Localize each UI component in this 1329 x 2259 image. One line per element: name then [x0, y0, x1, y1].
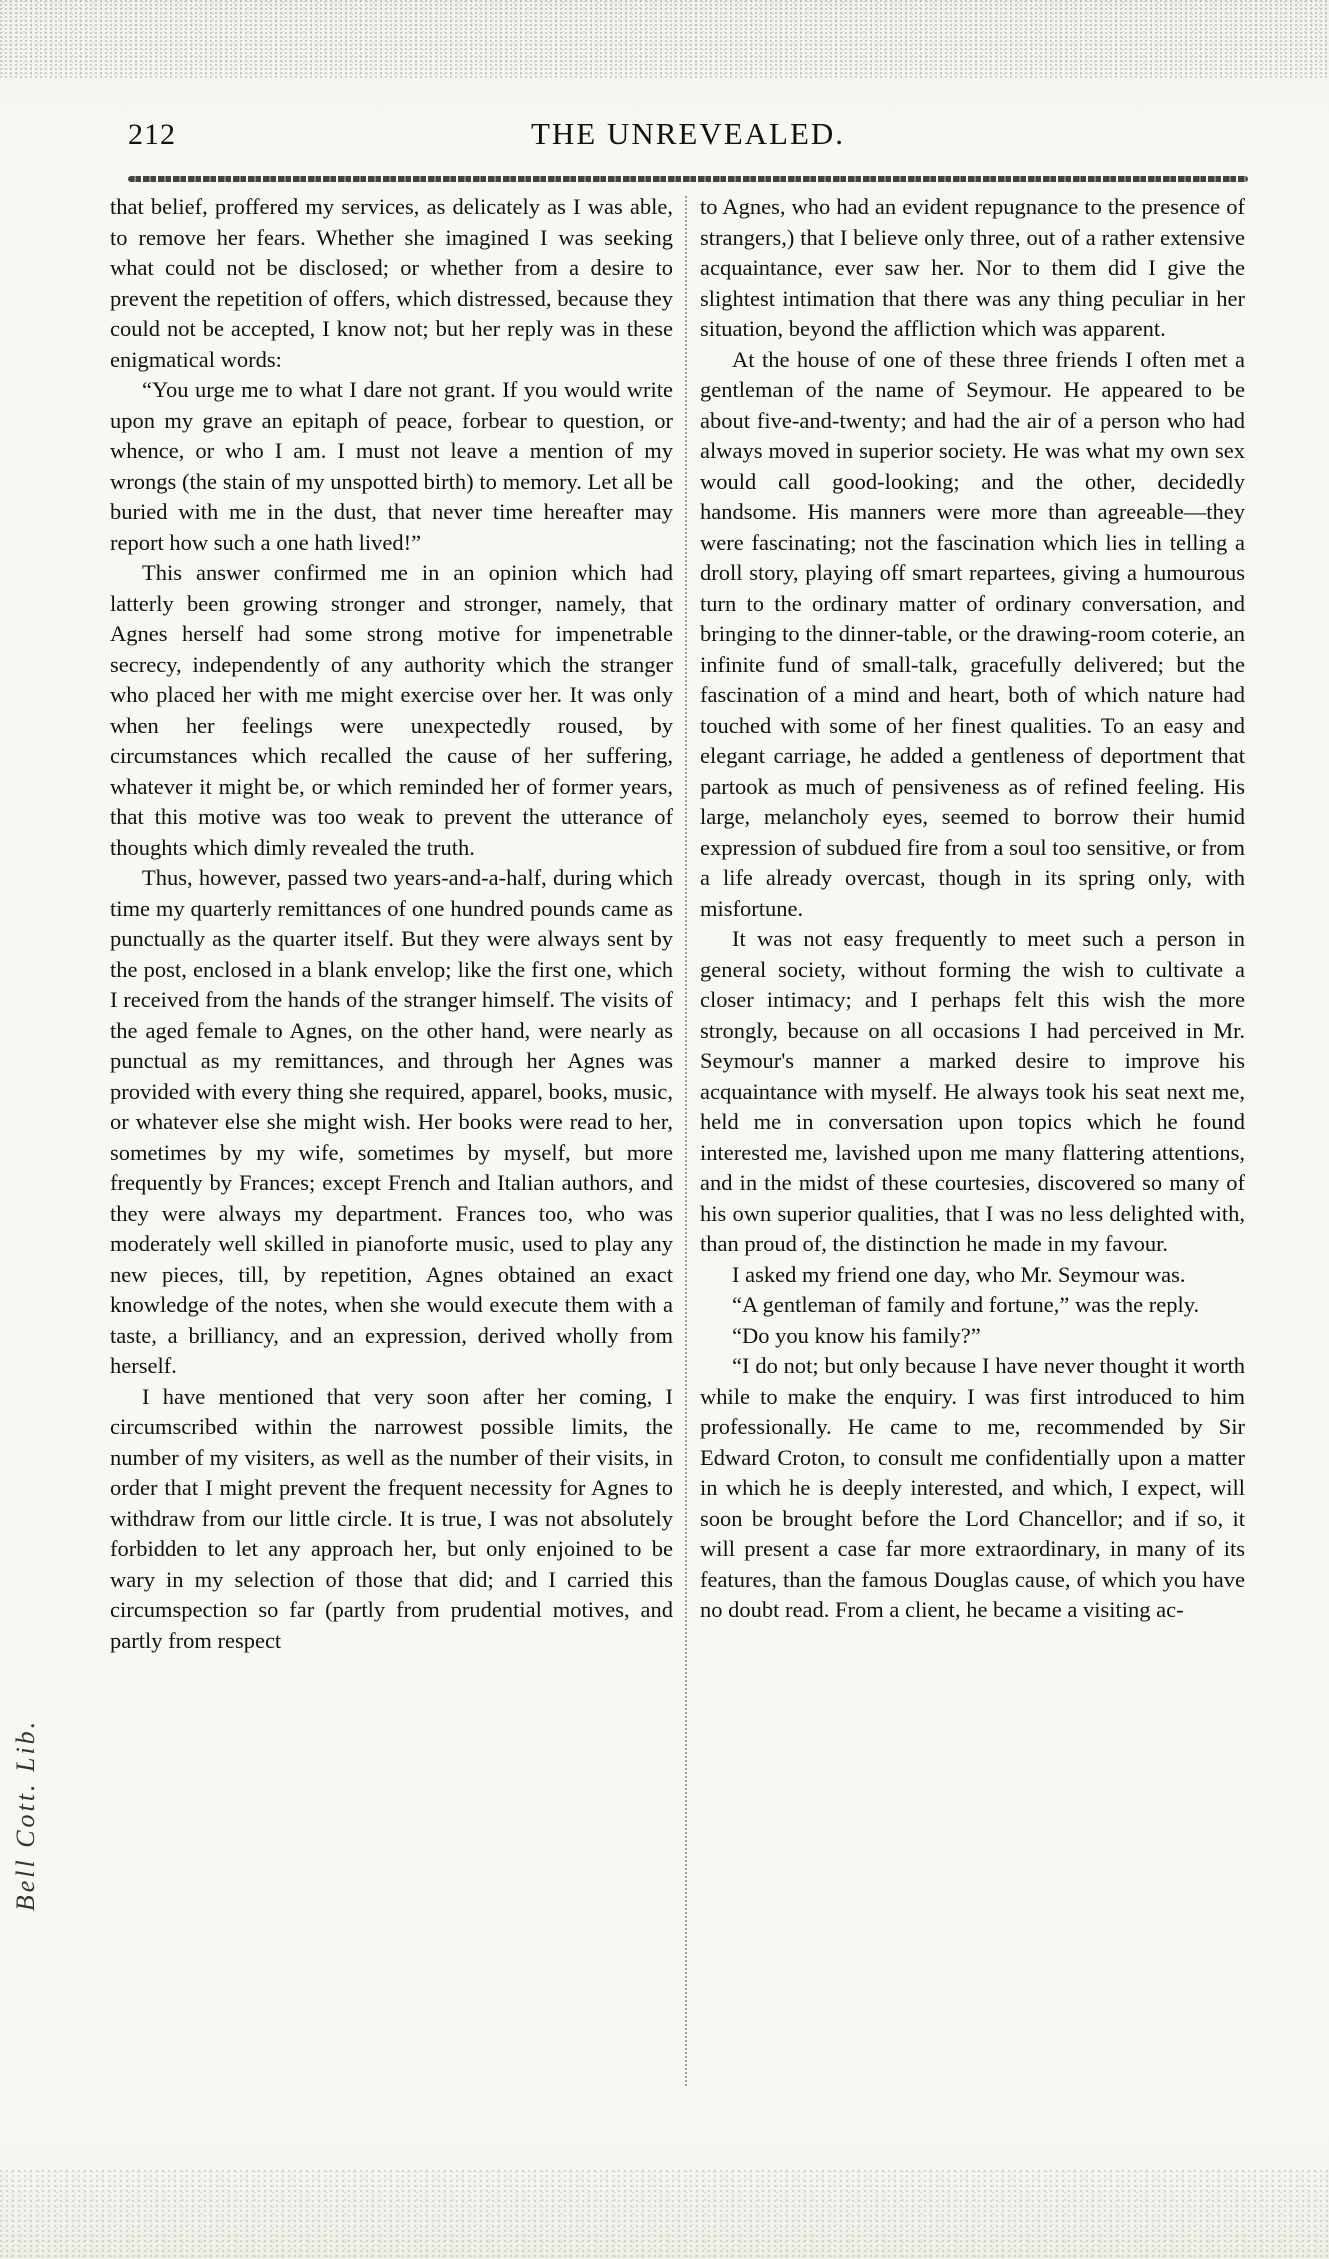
scan-noise-top	[0, 0, 1329, 78]
left-text-column	[110, 192, 673, 1656]
scan-noise-bottom	[0, 2170, 1329, 2259]
paragraph: “A gentleman of family and fortune,” was the reply.	[732, 1292, 1200, 1317]
paragraph: “I do not; but only because I have never thought it worth while to make the enquiry. I was first introduced to him professionally. He came to me, recommended by Sir Edward Croton, to consult me confidentially upon a matter in which he is deeply interested, and which, I expect, will soon be brought before the Lord Chancellor; and if so, it will present a case far more extraordinary, in many of its features, than the famous Douglas cause, of which you have no doubt read. From a client, he became a visiting ac-	[700, 1353, 1245, 1622]
paragraph: Thus, however, passed two years-and-a-half, during which time my quarterly remittances of one hundred pounds came as punctually as the quarter itself. But they were always sent by the post, enclosed in a blank envelop; like the first one, which I received from the hands of the stranger himself. The visits of the aged female to Agnes, on the other hand, were nearly as punctual as my remittances, and through her Agnes was provided with every thing she required, apparel, books, music, or whatever else she might wish. Her books were read to her, sometimes by my wife, sometimes by myself, but more frequently by Frances; except French and Italian authors, and they were always my department. Frances too, who was moderately well skilled in pianoforte music, used to play any new pieces, till, by repetition, Agnes obtained an exact knowledge of the notes, when she would execute them with a taste, a brilliancy, and an expression, derived wholly from herself.	[110, 865, 673, 1378]
paragraph: that belief, proffered my services, as delicately as I was able, to remove her fears. Whether she imagined I was seeking what could not be disclosed; or whether from a desire to prevent the repetition of offers, which distressed, because they could not be accepted, I know not; but her reply was in these enigmatical words:	[110, 194, 673, 372]
page-header	[128, 110, 1248, 160]
paragraph: I have mentioned that very soon after her coming, I circumscribed within the narrowest possible limits, the number of my visiters, as well as the number of their visits, in order that I might prevent the frequent necessity for Agnes to withdraw from our little circle. It is true, I was not absolutely forbidden to let any approach her, but only enjoined to be wary in my selection of those that did; and I carried this circumspection so far (partly from prudential motives, and partly from respect	[110, 1383, 673, 1653]
column-divider	[685, 196, 687, 2086]
paragraph: I asked my friend one day, who Mr. Seymour was.	[732, 1261, 1186, 1287]
paragraph: to Agnes, who had an evident repugnance to the presence of strangers,) that I believe only three, out of a rather extensive acquaintance, ever saw her. Nor to them did I give the slightest intimation that there was any thing peculiar in her situation, beyond the affliction which was apparent.	[700, 194, 1245, 341]
header-rule	[128, 176, 1248, 182]
paragraph: It was not easy frequently to meet such a person in general society, without forming the wish to cultivate a closer intimacy; and I perhaps felt this wish the more strongly, because on all occasions I had perceived in Mr. Seymour's manner a marked desire to improve his acquaintance with myself. He always took his seat next me, held me in conversation upon topics which he found interested me, lavished upon me many flattering attentions, and in the midst of these courtesies, discovered so many of his own superior qualities, that I was no less delighted with, than proud of, the distinction he made in my favour.	[700, 926, 1245, 1256]
running-title: THE UNREVEALED.	[530, 116, 846, 151]
margin-stamp-text: Bell Cott. Lib.	[11, 1718, 40, 1912]
margin-stamp	[6, 1620, 46, 2010]
right-text-column	[700, 192, 1245, 1626]
paragraph: At the house of one of these three friends I often met a gentleman of the name of Seymour. He appeared to be about five-and-twenty; and had the air of a person who had always moved in superior society. He was what my own sex would call good-looking; and the other, decidedly handsome. His manners were more than agreeable—they were fascinating; not the fascination which lies in telling a droll story, playing off smart repartees, giving a humourous turn to the ordinary matter of ordinary conversation, and bringing to the dinner-table, or the drawing-room coterie, an infinite fund of small-talk, gracefully delivered; but the fascination of a mind and heart, both of which nature had touched with some of her finest qualities. To an easy and elegant carriage, he added a gentleness of deportment that partook as much of pensiveness as of refined feeling. His large, melancholy eyes, seemed to borrow their humid expression of subdued fire from a soul too sensitive, or from a life already overcast, though in its spring only, with misfortune.	[700, 346, 1245, 921]
paragraph: “Do you know his family?”	[732, 1322, 981, 1348]
paragraph: “You urge me to what I dare not grant. If you would write upon my grave an epitaph of peace, forbear to question, or whence, or who I am. I must not leave a mention of my wrongs (the stain of my unspotted birth) to memory. Let all be buried with me in the dust, that never time hereafter may report how such a one hath lived!”	[110, 377, 673, 555]
paragraph: This answer confirmed me in an opinion which had latterly been growing stronger and stronger, namely, that Agnes herself had some strong motive for impenetrable secrecy, independently of any authority which the stranger who placed her with me might exercise over her. It was only when her feelings were unexpectedly roused, by circumstances which recalled the cause of her suffering, whatever it might be, or which reminded her of former years, that this motive was too weak to prevent the utterance of thoughts which dimly revealed the truth.	[110, 560, 673, 860]
page-number: 212	[128, 118, 176, 151]
